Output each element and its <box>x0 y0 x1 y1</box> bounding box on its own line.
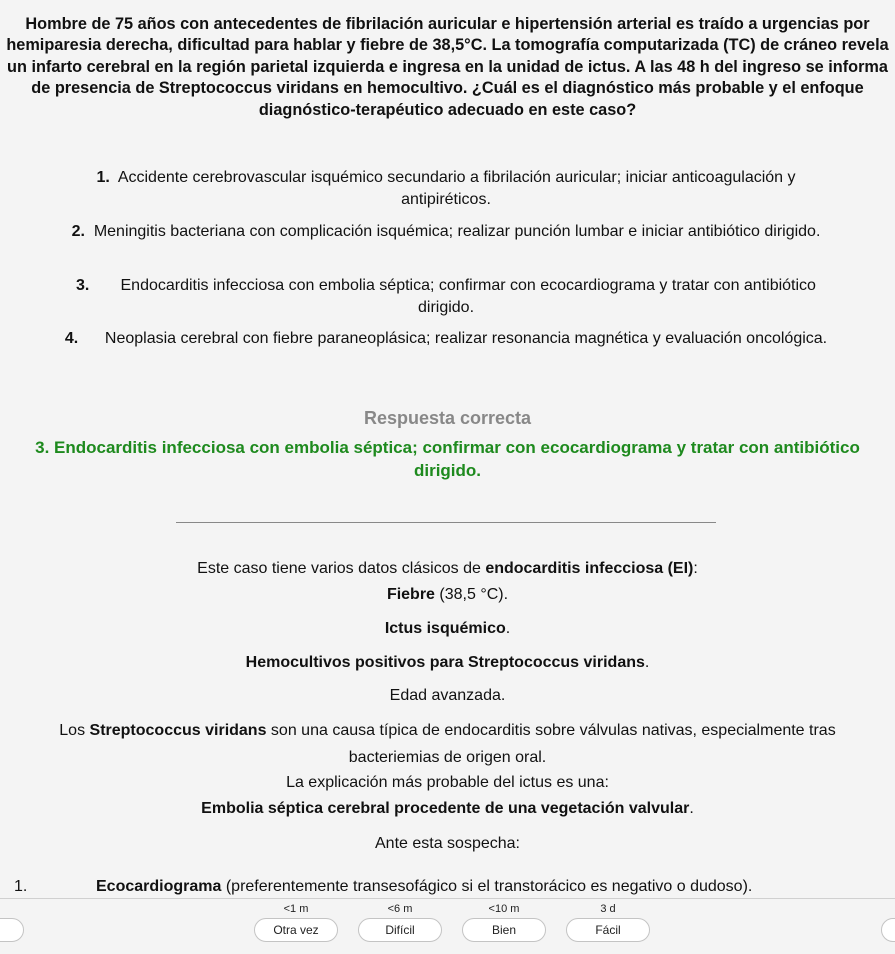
more-button[interactable] <box>881 918 895 942</box>
ease-easy <box>566 901 650 942</box>
option-number: 1. <box>96 169 110 186</box>
option-number: 4. <box>64 330 79 347</box>
ease-good <box>462 901 546 942</box>
option-2 <box>58 221 834 243</box>
answer-heading: Respuesta correcta <box>363 408 532 428</box>
bold-text: Ecocardiograma <box>96 878 222 895</box>
again-button[interactable]: Otra vez <box>254 918 338 942</box>
option-3 <box>58 275 834 318</box>
text: Este caso tiene varios datos clásicos de <box>197 560 486 577</box>
strep-explanation <box>0 720 895 741</box>
good-button[interactable]: Bien <box>462 918 546 942</box>
bold-text: Streptococcus viridans <box>89 722 267 739</box>
step-text <box>96 876 752 897</box>
text: (preferentemente transesofágico si el transtorácico es negativo o dudoso). <box>221 878 753 895</box>
interval-label: <1 m <box>283 903 309 915</box>
interval-label: 3 d <box>600 903 616 915</box>
edit-button[interactable] <box>0 918 24 942</box>
option-4 <box>58 328 834 350</box>
text: (38,5 °C). <box>434 586 509 603</box>
bold-text: endocarditis infecciosa (EI) <box>485 560 694 577</box>
divider <box>176 522 716 523</box>
ease-hard <box>358 901 442 942</box>
correct-answer: 3. Endocarditis infecciosa con embolia séptica; confirmar con ecocardiograma y tratar con antibiótico dirigido. <box>35 438 860 480</box>
finding-blood-culture <box>0 652 895 673</box>
likely-explanation: La explicación más probable del ictus es una: <box>286 774 609 791</box>
bold-text: Ictus isquémico <box>384 620 506 637</box>
review-bar <box>0 898 895 954</box>
option-text: Endocarditis infecciosa con embolia séptica; confirmar con ecocardiograma y tratar con antibiótico dirigido. <box>120 277 816 316</box>
bold-text: Hemocultivos positivos para Streptococcus viridans <box>245 654 645 671</box>
finding-stroke <box>0 618 895 639</box>
bold-text: Embolia séptica cerebral procedente de una vegetación valvular <box>201 800 690 817</box>
finding-age: Edad avanzada. <box>389 687 506 704</box>
explanation-intro <box>0 558 895 579</box>
option-number: 3. <box>76 277 90 294</box>
strep-explanation-line2: bacteriemias de origen oral. <box>348 749 547 766</box>
option-number: 2. <box>71 223 85 240</box>
embolism-line <box>0 798 895 819</box>
text: : <box>693 560 698 577</box>
hard-button[interactable]: Difícil <box>358 918 442 942</box>
ease-again <box>254 901 338 942</box>
text: Los <box>59 722 90 739</box>
interval-label: <6 m <box>387 903 413 915</box>
option-text: Neoplasia cerebral con fiebre paraneoplásica; realizar resonancia magnética y evaluación oncológica. <box>104 330 828 347</box>
question-text: Hombre de 75 años con antecedentes de fibrilación auricular e hipertensión arterial es traído a urgencias por hemiparesia derecha, dificultad para hablar y fiebre de 38,5°C. La tomografía computarizada (TC) de cráneo revela un infarto cerebral en la región parietal izquierda e ingresa en la unidad de ictus. A las 48 h del ingreso se informa de presencia de Streptococcus viridans en hemocultivo. ¿Cuál es el diagnóstico más probable y el enfoque diagnóstico-terapéutico adecuado en este caso? <box>6 15 889 119</box>
text: . <box>644 654 650 671</box>
finding-fever <box>0 584 895 605</box>
easy-button[interactable]: Fácil <box>566 918 650 942</box>
text: son una causa típica de endocarditis sobre válvulas nativas, especialmente tras <box>266 722 836 739</box>
text: . <box>689 800 694 817</box>
option-1 <box>58 167 834 210</box>
option-text: Accidente cerebrovascular isquémico secundario a fibrilación auricular; iniciar anticoagulación y antipiréticos. <box>117 169 796 208</box>
suspicion-line: Ante esta sospecha: <box>375 835 520 852</box>
bold-text: Fiebre <box>386 586 435 603</box>
text: . <box>505 620 511 637</box>
interval-label: <10 m <box>488 903 520 915</box>
option-text: Meningitis bacteriana con complicación isquémica; realizar punción lumbar e iniciar antibiótico dirigido. <box>93 223 821 240</box>
step-number: 1. <box>14 878 28 895</box>
